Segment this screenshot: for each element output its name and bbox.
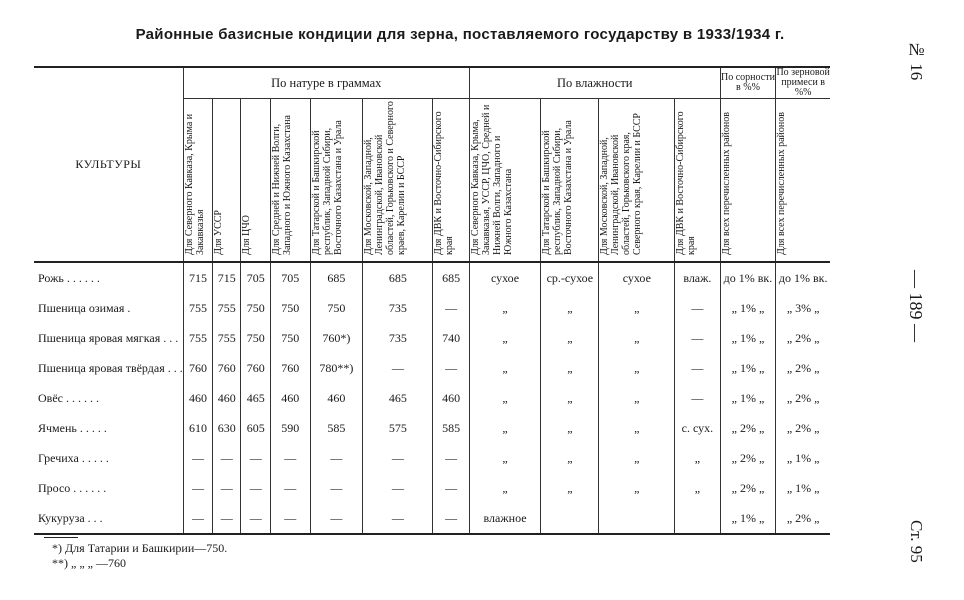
table-cell: — [271,443,310,473]
table-cell: „ [675,443,720,473]
row-culture-name: Просо . . . . . . [38,480,107,495]
table-cell: — [363,473,433,503]
table-cell: 610 [183,413,212,443]
table-cell: 750 [271,293,310,323]
table-row [34,383,830,413]
table-cell: — [310,473,363,503]
table-cell: — [433,293,470,323]
row-culture-name: Гречиха . . . . . [38,450,109,465]
table-cell: 760 [271,353,310,383]
table-cell: — [675,323,720,353]
table-row [34,413,830,443]
table-cell: „ 1% „ [776,443,830,473]
table-cell: „ [599,473,675,503]
table-cell: „ [599,443,675,473]
table-cell: „ [469,413,540,443]
table-cell: — [675,383,720,413]
table-cell: — [213,473,241,503]
table-cell: — [433,473,470,503]
table-cell: 605 [241,413,271,443]
table-cell: ср.-сухое [541,262,599,293]
table-cell: 760 [213,353,241,383]
header-nature-col: Для Средней и Нижней Волги, Западного и Южного Казахстана [271,115,294,255]
table-cell: 460 [433,383,470,413]
table-cell: „ [469,353,540,383]
table-cell: до 1% вк. [720,262,776,293]
row-culture-name: Рожь . . . . . . [38,270,100,285]
table-cell: 780**) [310,353,363,383]
row-culture-name: Пшеница озимая . [38,300,131,315]
table-cell: „ 2% „ [720,413,776,443]
table-cell: „ 2% „ [776,383,830,413]
table-cell: 460 [183,383,212,413]
header-moisture-col: Для Татарской и Башкирской республик, Западной Сибири, Восточного Казахстана и Урала [541,120,575,255]
table-cell: 585 [433,413,470,443]
header-nature-col: Для ДВК и Восточно-Сибирского края [433,111,456,255]
table-cell [599,503,675,534]
table-cell: 755 [183,293,212,323]
table-cell: — [241,473,271,503]
header-group-grain: По зерновой примеси в %% [776,67,830,98]
table-cell: 735 [363,323,433,353]
page-number: — 189 — [906,270,926,342]
table-cell: — [363,503,433,534]
table-row [34,473,830,503]
table-cell: 755 [213,293,241,323]
table-cell: влаж. [675,262,720,293]
table-cell: — [271,473,310,503]
table-cell: „ [469,473,540,503]
footnote-rule [44,537,78,538]
table-cell: 755 [183,323,212,353]
table-cell: 685 [363,262,433,293]
table-cell: — [183,443,212,473]
header-nature-col: Для ЦЧО [241,215,253,255]
table-cell: 735 [363,293,433,323]
table-cell: 740 [433,323,470,353]
table-cell: 750 [271,323,310,353]
table-cell: „ [541,473,599,503]
header-nature-col: Для УССР [213,210,225,255]
table-cell: — [310,443,363,473]
table-cell: „ [599,383,675,413]
header-group-weed: По сорности в %% [720,67,776,99]
table-cell: 750 [241,323,271,353]
table-cell: 575 [363,413,433,443]
table-cell: „ [469,293,540,323]
table-cell: 760*) [310,323,363,353]
header-group-nature: По натуре в граммах [183,67,469,99]
header-moisture-col: Для ДВК и Восточно-Сибирского края [675,111,698,255]
table-cell: 685 [310,262,363,293]
table-cell: „ [541,413,599,443]
table-cell: 760 [241,353,271,383]
table-cell: „ 3% „ [776,293,830,323]
table-cell: „ [469,323,540,353]
conditions-table [34,66,830,535]
table-cell: 685 [433,262,470,293]
table-cell: „ 2% „ [776,323,830,353]
table-cell [675,503,720,534]
table-cell: — [433,503,470,534]
table-cell: — [213,503,241,534]
table-cell: — [271,503,310,534]
table-row [34,443,830,473]
table-cell: „ 2% „ [776,353,830,383]
row-culture-name: Кукуруза . . . [34,503,183,534]
table-cell: — [675,353,720,383]
header-weed-col: Для всех перечисленных районов [720,112,732,255]
table-cell: „ 1% „ [720,323,776,353]
header-moisture-col: Для Северного Кавказа, Крыма, Закавказья, УССР, ЦЧО, Средней и Нижней Волги, Западного и Южного Казахстана [469,104,514,255]
table-cell: 760 [183,353,212,383]
header-nature-col: Для Московской, Западной, Ленинградской, Ивановской областей, Горьковского и Северного краев, Карелии и БССР [363,101,408,255]
table-cell: „ [541,353,599,383]
row-culture-name: Овёс . . . . . . [38,390,99,405]
table-cell: — [310,503,363,534]
table-cell: „ [469,383,540,413]
page-title: Районные базисные кондиции для зерна, поставляемого государству в 1933/1934 г. [135,26,785,43]
header-moisture-col: Для Московской, Западной, Ленинградской, Ивановской областей, Горьковского края, Северного края, Карелии и БССР [599,113,644,255]
table-cell: — [675,293,720,323]
footnotes [52,541,227,571]
table-cell: 460 [213,383,241,413]
table-cell: — [363,353,433,383]
table-cell: 750 [310,293,363,323]
table-cell: 460 [271,383,310,413]
table-cell: „ 1% „ [776,473,830,503]
table-cell: „ [599,413,675,443]
document-number: № 16 [907,40,926,81]
table-cell: — [183,473,212,503]
table-cell: влажное [469,503,540,534]
footnote-1: *) Для Татарии и Башкирии—750. [52,541,228,555]
header-nature-col: Для Северного Кавказа, Крыма и Закавказья [183,113,206,255]
table-cell: „ 1% „ [720,383,776,413]
footnote-2: **) „ „ „ —760 [52,556,126,570]
table-cell: 705 [271,262,310,293]
table-cell: 705 [241,262,271,293]
table-cell: 590 [271,413,310,443]
table-cell: „ [541,293,599,323]
table-cell: с. сух. [675,413,720,443]
table-cell: 465 [363,383,433,413]
table-cell: — [213,443,241,473]
table-cell: „ [541,443,599,473]
table-cell: — [363,443,433,473]
article-number: Ст. 95 [907,520,926,563]
table-cell: — [241,503,271,534]
table-row [34,293,830,323]
header-nature-col: Для Татарской и Башкирской республик, Западной Сибири, Восточного Казахстана и Урала [310,120,344,255]
table-cell: „ [599,353,675,383]
table-cell: „ [675,473,720,503]
table-cell: „ 1% „ [720,293,776,323]
table-cell: до 1% вк. [776,262,830,293]
table-cell: 460 [310,383,363,413]
header-grain-col: Для всех перечисленных районов [776,112,788,255]
table-cell: — [433,353,470,383]
table-cell: сухое [599,262,675,293]
table-cell: сухое [469,262,540,293]
table-cell: „ [599,293,675,323]
header-cultures: КУЛЬТУРЫ [75,157,142,171]
row-culture-name: Ячмень . . . . . [38,420,107,435]
table-row [34,323,830,353]
table-cell: 715 [183,262,212,293]
table-cell: 630 [213,413,241,443]
table-cell: „ [599,323,675,353]
table-cell: 715 [213,262,241,293]
table-cell: 755 [213,323,241,353]
header-group-moisture: По влажности [469,67,720,99]
table-cell: — [183,503,212,534]
table-cell: „ 2% „ [720,443,776,473]
table-cell: „ [541,383,599,413]
table-cell: 465 [241,383,271,413]
table-cell: 750 [241,293,271,323]
table-cell: „ 2% „ [776,503,830,534]
table-row [34,503,830,534]
table-row [34,262,830,293]
table-cell: „ [469,443,540,473]
table-cell: „ 1% „ [720,503,776,534]
table-cell: „ [541,323,599,353]
table-cell: — [433,443,470,473]
table-cell [541,503,599,534]
table-cell: „ 2% „ [776,413,830,443]
row-culture-name: Пшеница яровая твёрдая . . . [38,360,183,375]
row-culture-name: Пшеница яровая мягкая . . . [38,330,179,345]
table-cell: — [241,443,271,473]
table-cell: „ 2% „ [720,473,776,503]
table-cell: 585 [310,413,363,443]
table-row [34,353,830,383]
table-cell: „ 1% „ [720,353,776,383]
